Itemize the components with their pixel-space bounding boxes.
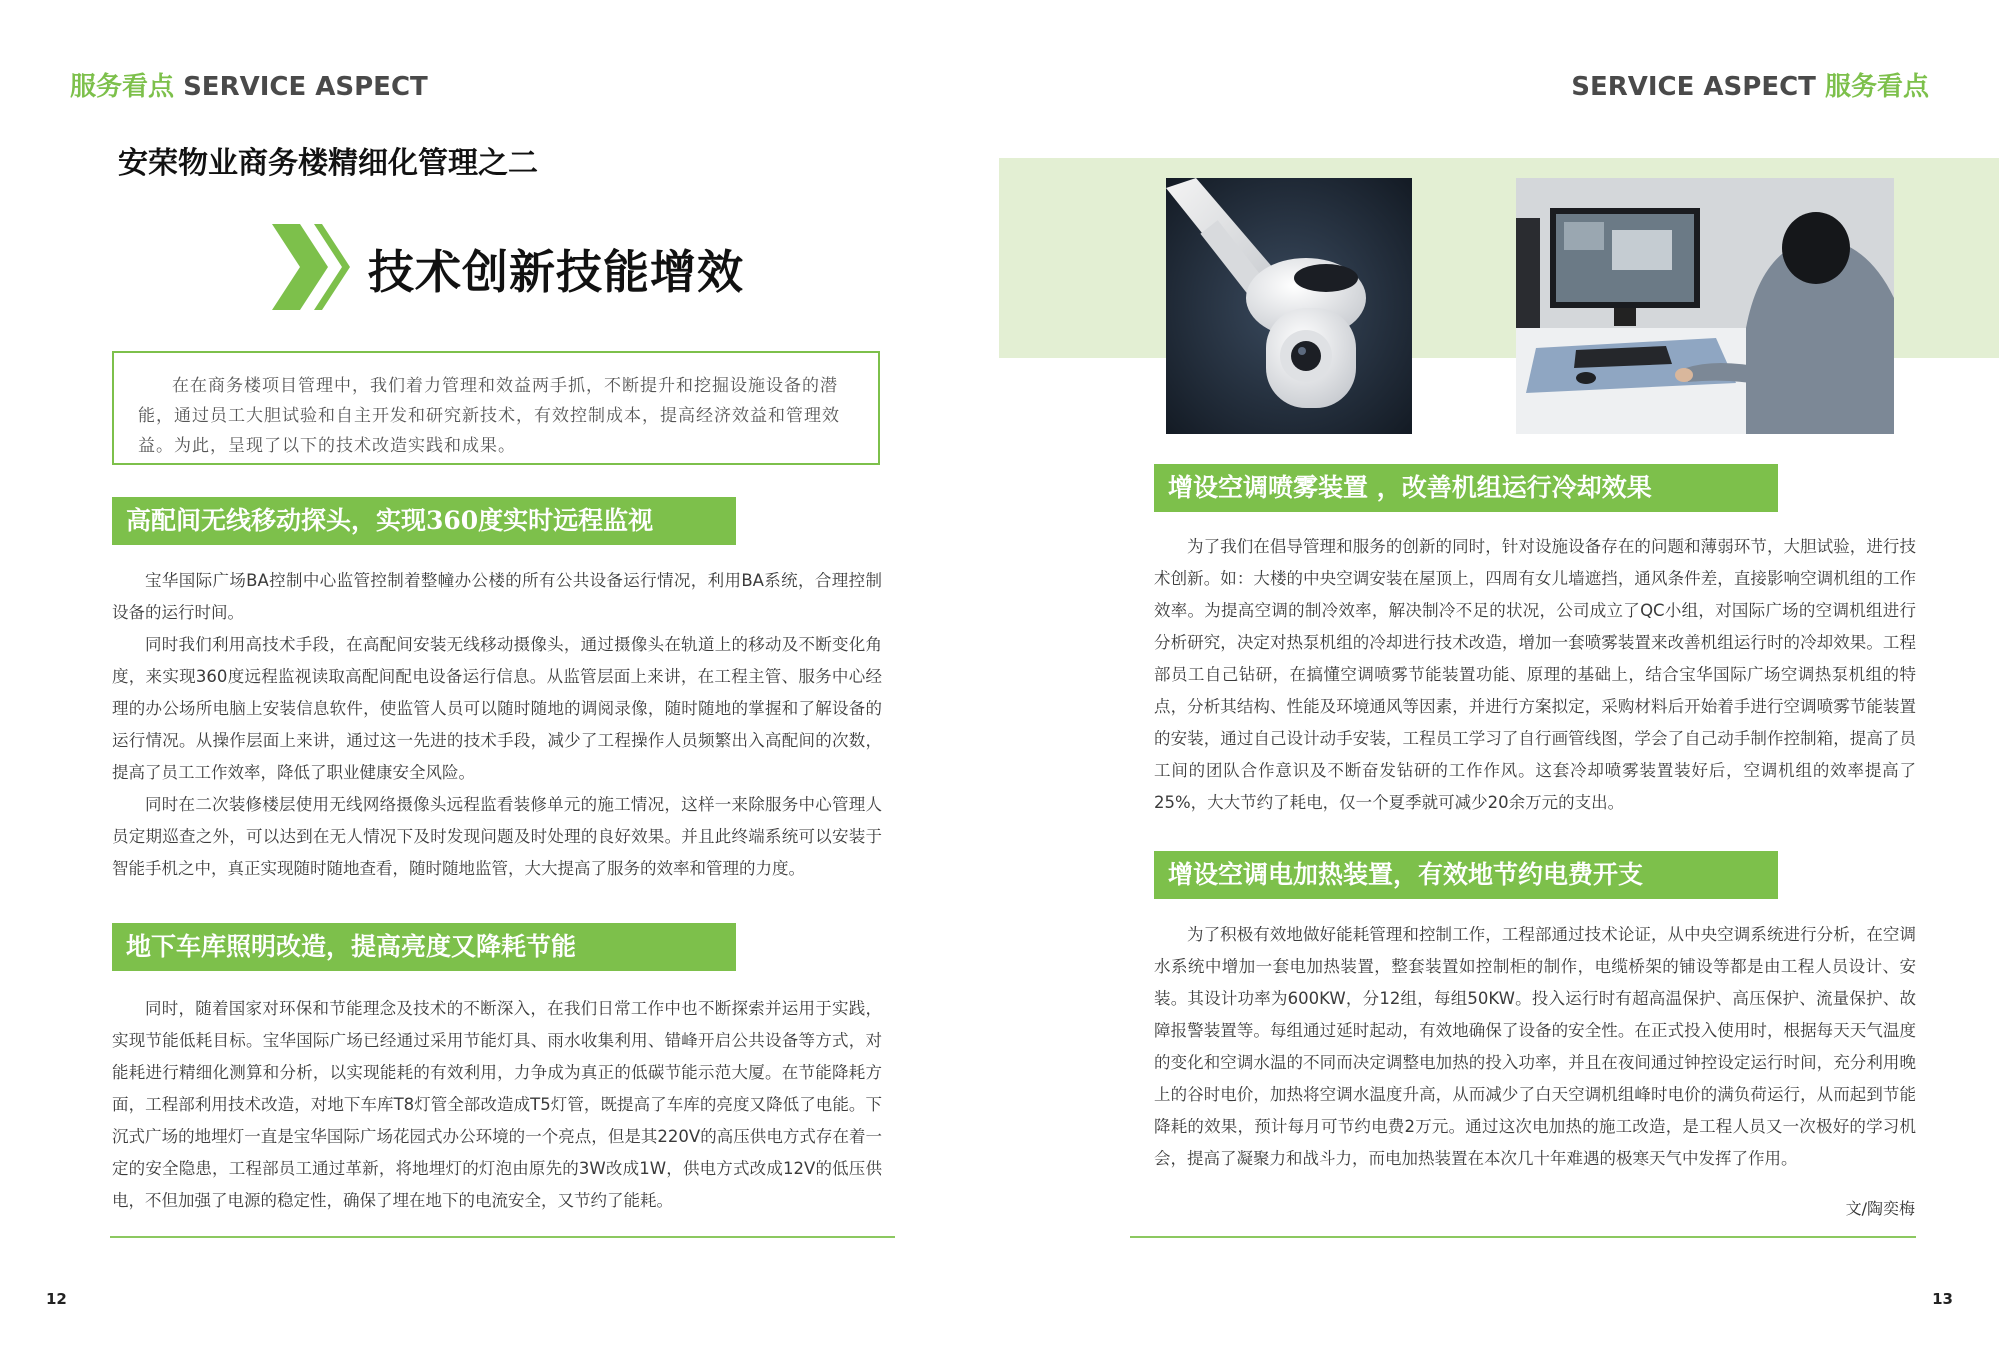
- section-body-garage-lighting: [112, 993, 882, 1217]
- article-series-title: 安荣物业商务楼精细化管理之二: [118, 146, 538, 181]
- header-left-en: SERVICE ASPECT: [183, 72, 428, 102]
- section-heading-ac-heating: 增设空调电加热装置，有效地节约电费开支: [1154, 851, 1778, 899]
- section-body-ac-spray: [1154, 531, 1916, 819]
- section-heading-ac-spray: 增设空调喷雾装置 ，改善机组运行冷却效果: [1154, 464, 1778, 512]
- paragraph: 同时，随着国家对环保和节能理念及技术的不断深入，在我们日常工作中也不断探索并运用于实践，实现节能低耗目标。宝华国际广场已经通过采用节能灯具、雨水收集利用、错峰开启公共设备等方式，对能耗进行精细化测算和分析，以实现能耗的有效利用，力争成为真正的低碳节能示范大厦。在节能降耗方面，工程部利用技术改造，对地下车库T8灯管全部改造成T5灯管，既提高了车库的亮度又降低了电能。下沉式广场的地埋灯一直是宝华国际广场花园式办公环境的一个亮点，但是其220V的高压供电方式存在着一定的安全隐患，工程部员工通过革新，将地埋灯的灯泡由原先的3W改成1W，供电方式改成12V的低压供电，不但加强了电源的稳定性，确保了埋在地下的电流安全，又节约了能耗。: [112, 999, 882, 1210]
- main-title: 技术创新技能增效: [368, 245, 744, 299]
- chevron-arrow-icon: [270, 222, 350, 312]
- section-heading-wireless-camera: 高配间无线移动探头，实现360度实时远程监视: [112, 497, 736, 545]
- section-heading-garage-lighting: 地下车库照明改造，提高亮度又降耗节能: [112, 923, 736, 971]
- running-header-right: [1571, 66, 1929, 103]
- paragraph: 宝华国际广场BA控制中心监管控制着整幢办公楼的所有公共设备运行情况，利用BA系统，合理控制设备的运行时间。: [112, 571, 882, 622]
- intro-box: 在在商务楼项目管理中，我们着力管理和效益两手抓，不断提升和挖掘设施设备的潜能，通过员工大胆试验和自主开发和研究新技术，有效控制成本，提高经济效益和管理效益。为此，呈现了以下的技术改造实践和成果。: [112, 351, 880, 465]
- bottom-rule-right: [1130, 1236, 1916, 1238]
- section-body-wireless-camera: [112, 565, 882, 885]
- paragraph: 同时在二次装修楼层使用无线网络摄像头远程监看装修单元的施工情况，这样一来除服务中心管理人员定期巡查之外，可以达到在无人情况下及时发现问题及时处理的良好效果。并且此终端系统可以安装于智能手机之中，真正实现随时随地查看，随时随地监管，大大提高了服务的效率和管理的力度。: [112, 795, 882, 878]
- monitoring-room-photo: [1516, 178, 1894, 434]
- header-right-en: SERVICE ASPECT: [1571, 72, 1816, 102]
- paragraph: 为了我们在倡导管理和服务的创新的同时，针对设施设备存在的问题和薄弱环节，大胆试验，进行技术创新。如：大楼的中央空调安装在屋顶上，四周有女儿墙遮挡，通风条件差，直接影响空调机组的工作效率。为提高空调的制冷效率，解决制冷不足的状况，公司成立了QC小组，对国际广场的空调机组进行分析研究，决定对热泵机组的冷却进行技术改造，增加一套喷雾装置来改善机组运行时的冷却效果。工程部员工自己钻研，在搞懂空调喷雾节能装置功能、原理的基础上，结合宝华国际广场空调热泵机组的特点，分析其结构、性能及环境通风等因素，并进行方案拟定，采购材料后开始着手进行空调喷雾节能装置的安装，通过自己设计动手安装，工程员工学习了自行画管线图，学会了自己动手制作控制箱，提高了员工间的团队合作意识及不断奋发钻研的工作作风。这套冷却喷雾装置装好后，空调机组的效率提高了25%，大大节约了耗电，仅一个夏季就可减少20余万元的支出。: [1154, 537, 1916, 812]
- section-body-ac-heating: [1154, 919, 1916, 1175]
- bottom-rule-left: [110, 1236, 895, 1238]
- header-right-cn: 服务看点: [1824, 72, 1929, 102]
- paragraph: 为了积极有效地做好能耗管理和控制工作，工程部通过技术论证，从中央空调系统进行分析，在空调水系统中增加一套电加热装置，整套装置如控制柜的制作，电缆桥架的铺设等都是由工程人员设计、安装。其设计功率为600KW，分12组，每组50KW。投入运行时有超高温保护、高压保护、流量保护、故障报警装置等。每组通过延时起动，有效地确保了设备的安全性。在正式投入使用时，根据每天天气温度的变化和空调水温的不同而决定调整电加热的投入功率，并且在夜间通过钟控设定运行时间，充分利用晚上的谷时电价，加热将空调水温度升高，从而减少了白天空调机组峰时电价的满负荷运行，从而起到节能降耗的效果，预计每月可节约电费2万元。通过这次电加热的施工改造，是工程人员又一次极好的学习机会，提高了凝聚力和战斗力，而电加热装置在本次几十年难遇的极寒天气中发挥了作用。: [1154, 925, 1916, 1168]
- camera-photo: [1166, 178, 1412, 434]
- paragraph: 同时我们利用高技术手段，在高配间安装无线移动摄像头，通过摄像头在轨道上的移动及不断变化角度，来实现360度远程监视读取高配间配电设备运行信息。从监管层面上来讲，在工程主管、服务中心经理的办公场所电脑上安装信息软件，使监管人员可以随时随地的调阅录像，随时随地的掌握和了解设备的运行情况。从操作层面上来讲，通过这一先进的技术手段，减少了工程操作人员频繁出入高配间的次数，提高了员工工作效率，降低了职业健康安全风险。: [112, 635, 882, 782]
- header-left-cn: 服务看点: [70, 72, 175, 102]
- page-number-right: 13: [1932, 1290, 1953, 1308]
- running-header-left: [70, 66, 428, 103]
- author-credit: 文/陶奕梅: [1845, 1199, 1915, 1218]
- page-number-left: 12: [46, 1290, 67, 1308]
